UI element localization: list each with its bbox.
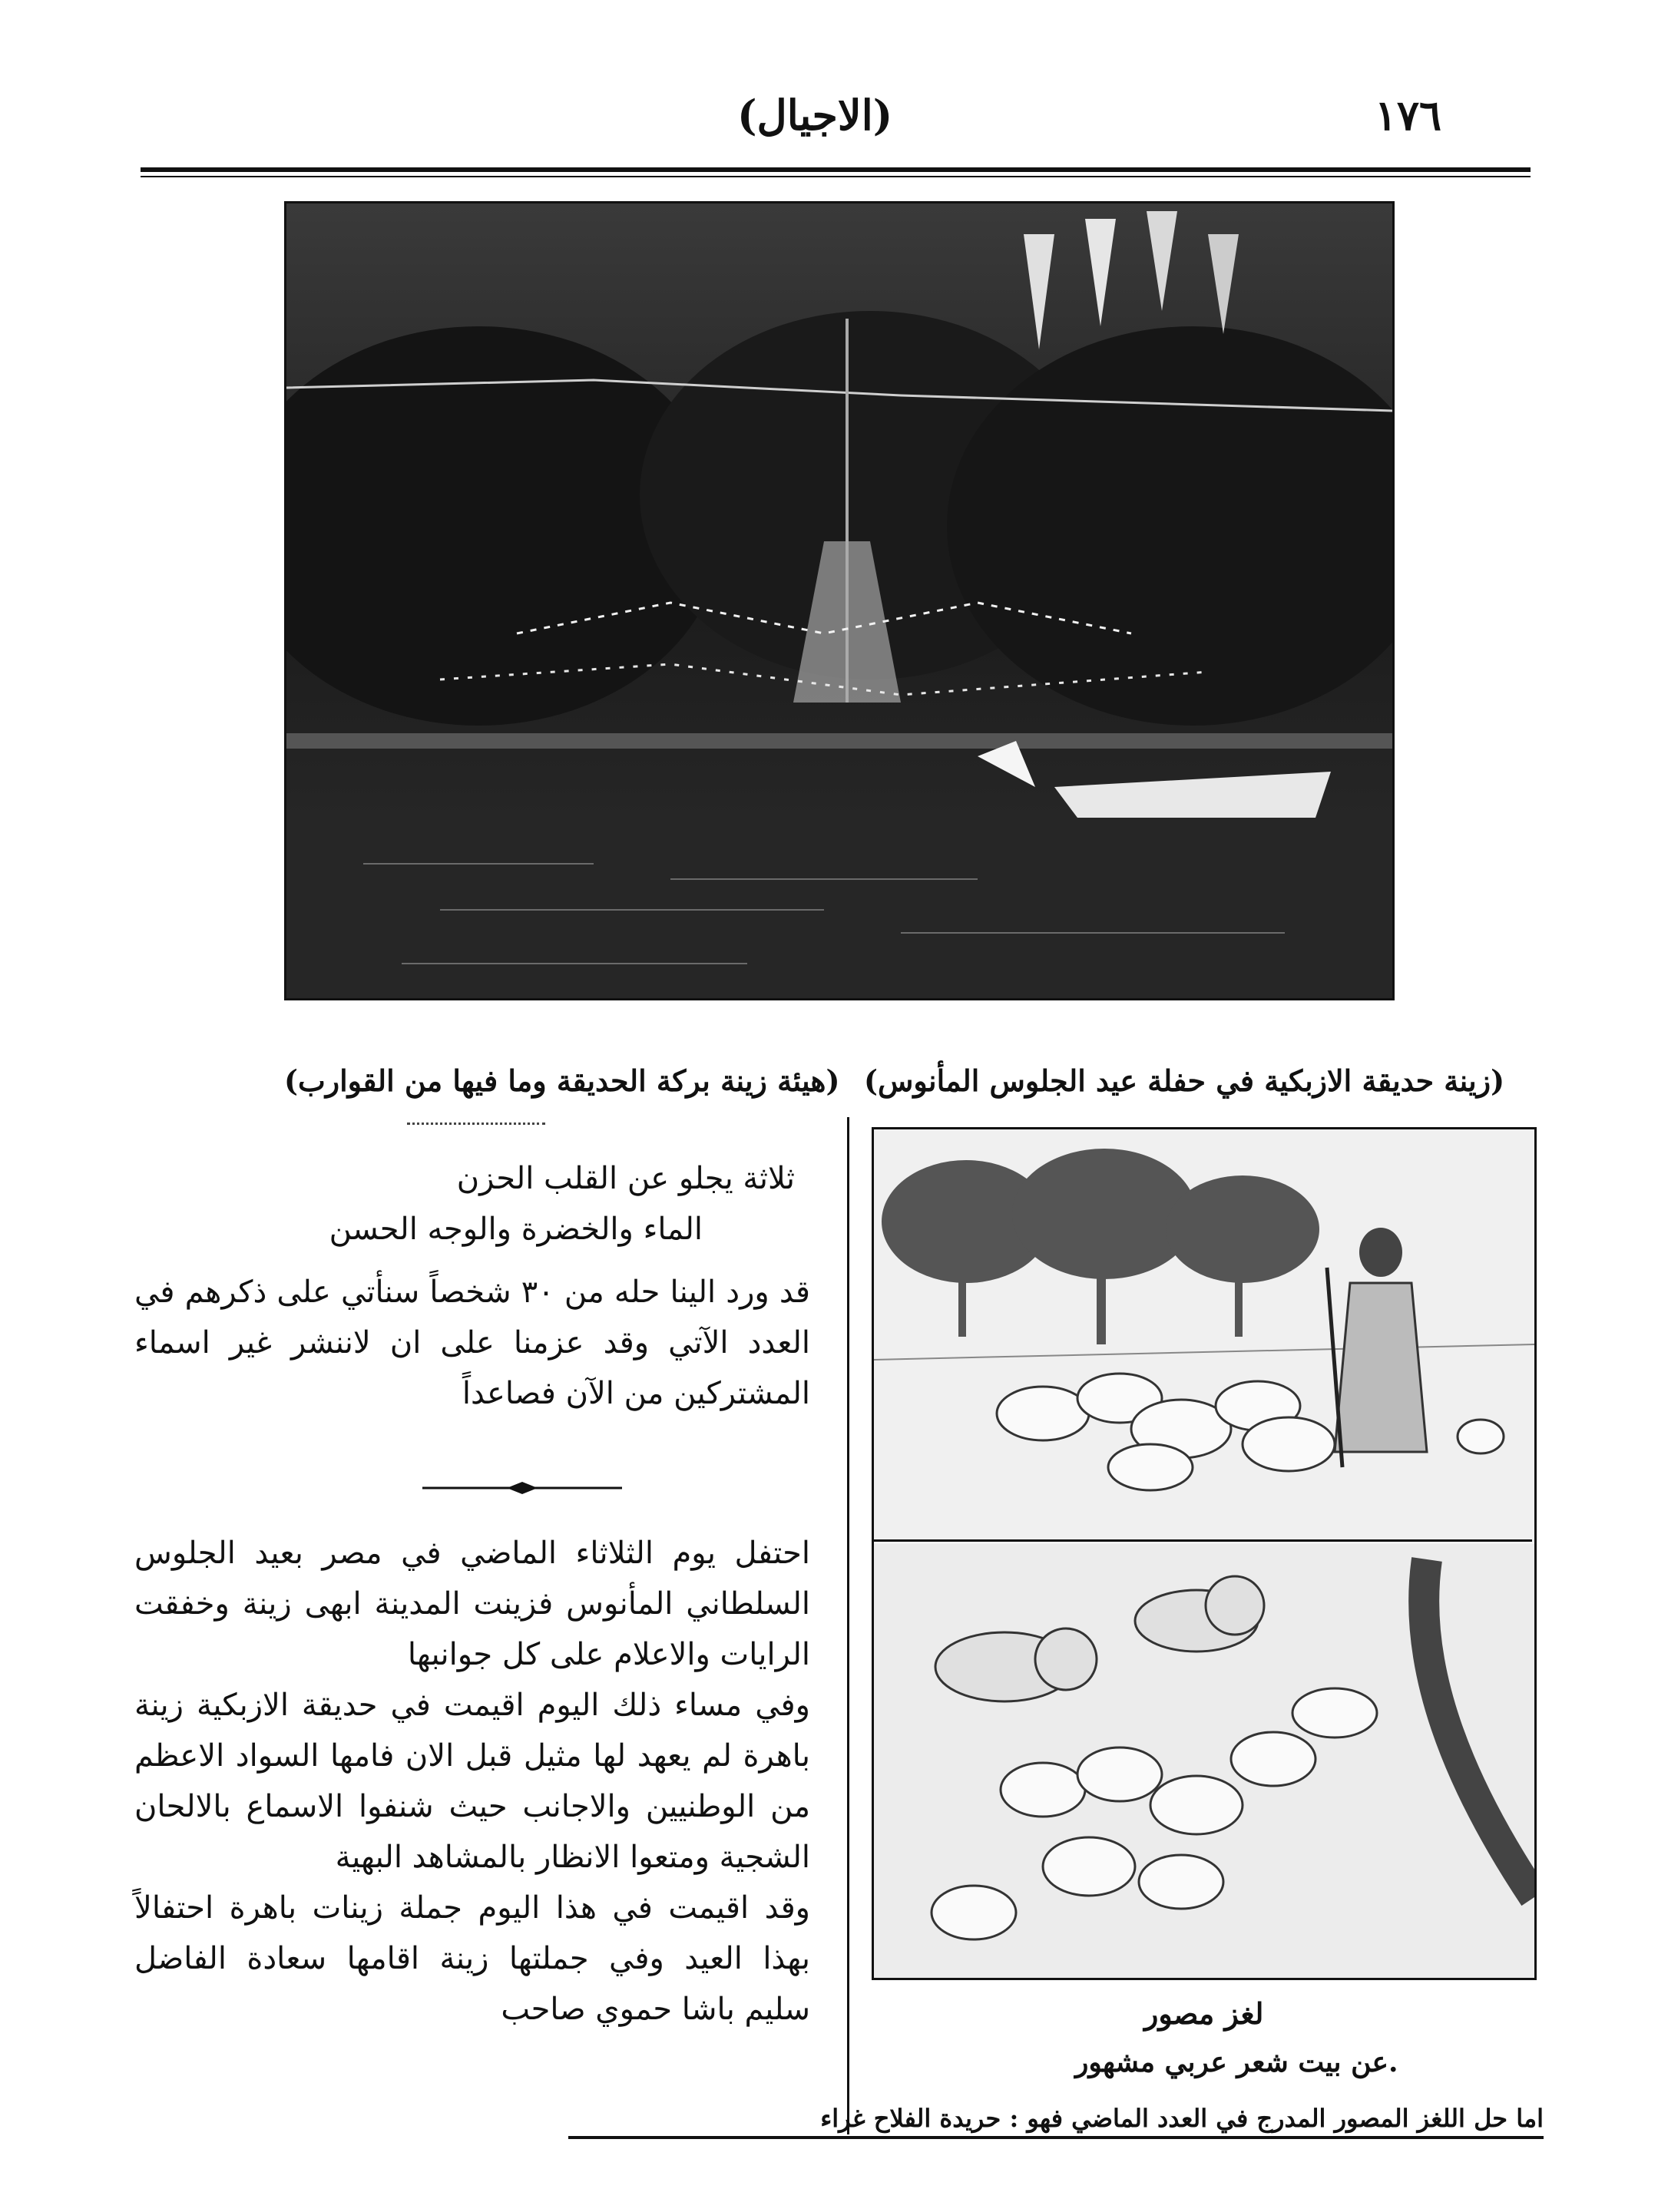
verse-line-2: الماء والخضرة والوجه الحسن [329, 1212, 703, 1247]
header-rule [141, 167, 1531, 172]
verse-block [134, 1153, 810, 1255]
paragraph-celebration: احتفل يوم الثلاثاء الماضي في مصر بعيد الجلوس السلطاني المأنوس فزينت المدينة ابهى زينة وخفقت الرايات والاعلام على كل جوانبها [134, 1536, 810, 1672]
photo-caption-right: (زينة حديقة الازبكية في حفلة عيد الجلوس المأنوس) [864, 1063, 1505, 1098]
column-divider [847, 1117, 849, 2134]
puzzle-caption-subtitle: .عن بيت شعر عربي مشهور [1075, 2046, 1398, 2078]
paragraph-solutions: قد ورد الينا حله من ٣٠ شخصاً سنأتي على ذكرهم في العدد الآتي وقد عزمنا على ان لاننشر غير اسماء المشتركين من الآن فصاعداً [134, 1275, 810, 1411]
caption-divider [407, 1123, 545, 1125]
puzzle-panel-separator [872, 1539, 1532, 1542]
verse-line-1: ثلاثة يجلو عن القلب الحزن [456, 1161, 795, 1196]
page-number: ١٧٦ [1375, 91, 1442, 140]
photo-caption-left: (هيئة زينة بركة الحديقة وما فيها من القوارب) [284, 1063, 840, 1098]
header-rule-thin [141, 176, 1531, 177]
paragraph-decorations: وقد اقيمت في هذا اليوم جملة زينات باهرة احتفالاً بهذا العيد وفي جملتها زينة اقامها سعادة الفاضل سليم باشا حموي صاحب [134, 1890, 810, 2027]
article-body [134, 1528, 810, 2035]
puzzle-answer-line: اما حل اللغز المصور المدرج في العدد الماضي فهو : حريدة الفلاح غراء [568, 2104, 1544, 2139]
header-title: (الاجيال) [737, 91, 893, 140]
picture-puzzle [872, 1127, 1537, 1980]
solutions-paragraph [134, 1267, 810, 1419]
section-ornament [422, 1480, 622, 1496]
garden-photo-drawing [286, 203, 1392, 998]
puzzle-drawing [874, 1129, 1534, 1978]
garden-photo [284, 201, 1395, 1000]
puzzle-caption-title: لغز مصور [1144, 1996, 1264, 2031]
paragraph-evening: وفي مساء ذلك اليوم اقيمت في حديقة الازبكية زينة باهرة لم يعهد لها مثيل قبل الان فامها السواد الاعظم من الوطنيين والاجانب حيث شنفوا الاسماع بالالحان الشجية ومتعوا الانظار بالمشاهد البهية [134, 1688, 810, 1875]
